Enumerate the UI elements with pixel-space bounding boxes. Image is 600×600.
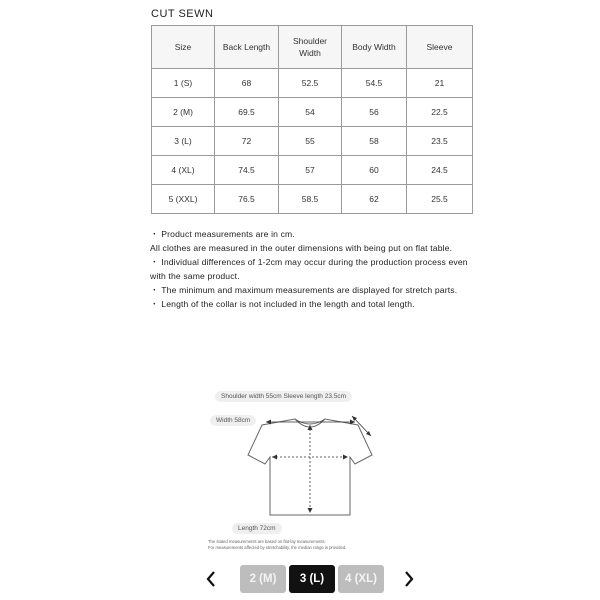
section-title: CUT SEWN	[151, 8, 214, 20]
table-cell: 2 (M)	[152, 98, 215, 127]
header-size: Size	[152, 26, 215, 69]
width-label: Width 58cm	[210, 415, 256, 426]
table-cell: 21	[407, 69, 473, 98]
table-cell: 1 (S)	[152, 69, 215, 98]
table-cell: 60	[342, 156, 407, 185]
fine-print: The stated measurements are based on flat-lay measurements.	[208, 539, 326, 544]
note-line: ・ Individual differences of 1-2cm may occur during the production process even with the same product.	[150, 257, 468, 281]
table-cell: 68	[215, 69, 279, 98]
table-row	[152, 185, 473, 214]
table-cell: 58.5	[279, 185, 342, 214]
table-cell: 62	[342, 185, 407, 214]
table-cell: 54.5	[342, 69, 407, 98]
table-header-row	[152, 26, 473, 69]
tshirt-outline-icon	[200, 385, 400, 555]
table-cell: 25.5	[407, 185, 473, 214]
table-cell: 23.5	[407, 127, 473, 156]
fine-print: For measurements affected by stretchability, the median range is provided.	[208, 545, 347, 550]
header-back-length: Back Length	[215, 26, 279, 69]
header-shoulder-width	[279, 26, 342, 69]
table-cell: 56	[342, 98, 407, 127]
measurement-notes	[150, 227, 470, 311]
chevron-left-icon[interactable]	[204, 569, 218, 589]
table-row	[152, 127, 473, 156]
table-cell: 57	[279, 156, 342, 185]
chevron-right-icon[interactable]	[402, 569, 416, 589]
note-line: ・ The minimum and maximum measurements are displayed for stretch parts.	[150, 285, 458, 295]
table-cell: 72	[215, 127, 279, 156]
size-pager	[200, 565, 420, 593]
header-body-width: Body Width	[342, 26, 407, 69]
table-cell: 3 (L)	[152, 127, 215, 156]
table-cell: 55	[279, 127, 342, 156]
table-cell: 69.5	[215, 98, 279, 127]
note-line: ・ Length of the collar is not included in the length and total length.	[150, 299, 415, 309]
size-option-button-selected[interactable]: 3 (L)	[289, 565, 335, 593]
length-label: Length 72cm	[232, 523, 282, 534]
table-cell: 58	[342, 127, 407, 156]
table-row	[152, 98, 473, 127]
table-cell: 54	[279, 98, 342, 127]
table-cell: 22.5	[407, 98, 473, 127]
table-row	[152, 156, 473, 185]
table-cell: 5 (XXL)	[152, 185, 215, 214]
table-row	[152, 69, 473, 98]
table-cell: 52.5	[279, 69, 342, 98]
table-cell: 24.5	[407, 156, 473, 185]
shoulder-sleeve-label: Shoulder width 55cm Sleeve length 23.5cm	[215, 391, 352, 402]
size-option-button[interactable]: 4 (XL)	[338, 565, 384, 593]
header-shoulder-width-label: Shoulder Width	[292, 36, 328, 58]
table-cell: 4 (XL)	[152, 156, 215, 185]
size-chart-table	[151, 25, 473, 214]
table-cell: 76.5	[215, 185, 279, 214]
size-option-button[interactable]: 2 (M)	[240, 565, 286, 593]
note-line: All clothes are measured in the outer dimensions with being put on flat table.	[150, 243, 453, 253]
table-cell: 74.5	[215, 156, 279, 185]
measurement-diagram	[200, 385, 400, 555]
header-sleeve: Sleeve	[407, 26, 473, 69]
note-line: ・ Product measurements are in cm.	[150, 229, 295, 239]
